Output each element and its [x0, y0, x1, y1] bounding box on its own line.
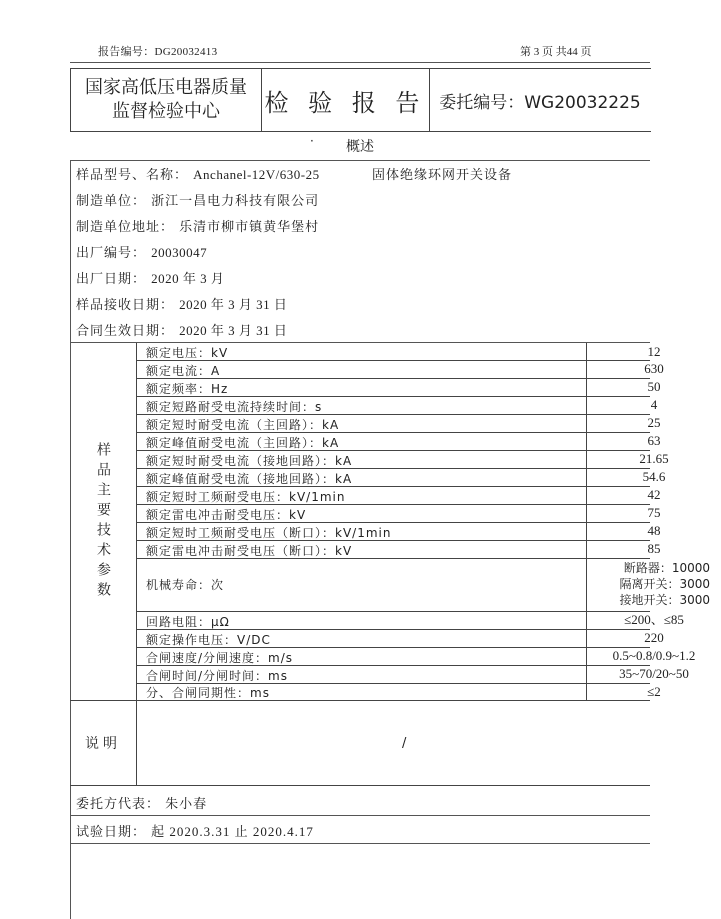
info-serial [76, 242, 207, 261]
report-header [70, 68, 651, 132]
table-row [136, 486, 661, 505]
client-representative [76, 793, 207, 812]
table-row [136, 378, 661, 397]
param-value: 0.5~0.8/0.9~1.2 [586, 647, 721, 665]
info-label: 出厂编号： [76, 246, 147, 261]
info-value: 浙江一昌电力科技有限公司 [151, 194, 320, 209]
param-value: ≤2 [586, 683, 721, 700]
info-receipt-date [76, 294, 287, 313]
params-side-label: 样品主要技术参数 [70, 343, 137, 701]
param-value: 25 [586, 414, 721, 432]
info-label: 样品接收日期： [76, 298, 175, 313]
param-label: 额定短时耐受电流（接地回路）：kA [146, 454, 353, 468]
param-label: 额定短路耐受电流持续时间：s [146, 400, 323, 414]
param-label: 额定操作电压：V/DC [146, 633, 271, 647]
param-value: 21.65 [586, 450, 721, 468]
section-title: 概述 [346, 139, 374, 155]
section-mark: · [310, 134, 314, 148]
section-title-bar [70, 132, 650, 161]
org-line-1: 国家高低压电器质量 [85, 77, 247, 98]
table-row [136, 504, 661, 523]
test-date-value: 起 2020.3.31 止 2020.4.17 [151, 824, 314, 839]
param-value-line: 断路器：10000 [623, 561, 710, 575]
info-value: Anchanel-12V/630-25 [193, 167, 320, 182]
info-value: 20030047 [151, 245, 208, 260]
param-label: 分、合闸同期性：ms [146, 686, 270, 700]
bottom-rule [70, 843, 650, 844]
page-info: 第 3 页 共44 页 [520, 46, 592, 58]
param-value: 12 [586, 343, 721, 360]
param-value: 630 [586, 360, 721, 378]
footer-rule [70, 815, 650, 816]
param-label: 额定短时工频耐受电压（断口）：kV/1min [146, 526, 392, 540]
param-label: 额定短时耐受电流（主回路）：kA [146, 418, 340, 432]
info-value: 2020 年 3 月 [151, 271, 225, 286]
issuing-organization [71, 69, 262, 131]
param-label: 额定电流：A [146, 364, 221, 378]
table-row [136, 343, 661, 361]
param-label: 额定雷电冲击耐受电压：kV [146, 508, 307, 522]
table-row [136, 683, 661, 701]
notes-value: / [402, 736, 407, 751]
info-value: 2020 年 3 月 31 日 [179, 297, 288, 312]
info-value: 2020 年 3 月 31 日 [179, 323, 288, 338]
info-label: 合同生效日期： [76, 324, 175, 339]
notes-section [70, 700, 650, 786]
param-value-line: 接地开关：3000 [619, 593, 710, 607]
info-manufacturer [76, 190, 319, 209]
info-address [76, 216, 319, 235]
table-row [136, 611, 684, 630]
param-label: 机械寿命：次 [146, 578, 225, 592]
info-production-date [76, 268, 224, 287]
table-row [136, 522, 661, 541]
entrust-number: 委托编号：WG20032225 [439, 92, 641, 113]
param-value: 42 [586, 486, 721, 504]
param-value-list [586, 558, 720, 611]
param-value: 4 [586, 396, 721, 414]
top-rule [70, 62, 650, 63]
table-row-mechanical-life [136, 558, 710, 612]
info-label: 制造单位： [76, 194, 147, 209]
table-row [136, 432, 661, 451]
table-row [136, 647, 696, 666]
info-label: 制造单位地址： [76, 220, 175, 235]
report-number: 报告编号：DG20032413 [98, 46, 218, 58]
param-label: 额定雷电冲击耐受电压（断口）：kV [146, 544, 353, 558]
param-label: 合闸速度/分闸速度：m/s [146, 651, 294, 665]
param-value: 35~70/20~50 [586, 665, 721, 683]
param-label: 回路电阻：μΩ [146, 615, 230, 629]
param-value: 63 [586, 432, 721, 450]
table-row [136, 414, 661, 433]
org-line-2: 监督检验中心 [112, 101, 220, 122]
info-label: 样品型号、名称： [76, 168, 189, 183]
table-row [136, 396, 658, 415]
client-value: 朱小春 [165, 797, 208, 812]
param-label: 额定电压：kV [146, 346, 229, 360]
param-value: 85 [586, 540, 721, 558]
param-label: 额定峰值耐受电流（主回路）：kA [146, 436, 340, 450]
info-value: 乐清市柳市镇黄华堡村 [179, 220, 320, 235]
table-row [136, 665, 689, 684]
param-value: 48 [586, 522, 721, 540]
table-row [136, 450, 669, 469]
notes-label: 说明 [70, 700, 137, 785]
info-model [76, 164, 320, 183]
param-label: 额定峰值耐受电流（接地回路）：kA [146, 472, 353, 486]
info-contract-date [76, 320, 287, 339]
param-value: ≤200、≤85 [586, 611, 721, 629]
param-label: 合闸时间/分闸时间：ms [146, 669, 288, 683]
param-value: 220 [586, 629, 721, 647]
table-row [136, 629, 664, 648]
table-row [136, 360, 664, 379]
param-label: 额定短时工频耐受电压：kV/1min [146, 490, 346, 504]
param-value-line: 隔离开关：3000 [619, 577, 710, 591]
document-title: 检 验 报 告 [261, 69, 430, 131]
param-value: 54.6 [586, 468, 721, 486]
table-row [136, 468, 666, 487]
table-row [136, 540, 661, 559]
info-model-name: 固体绝缘环网开关设备 [372, 168, 513, 183]
param-value: 75 [586, 504, 721, 522]
info-label: 出厂日期： [76, 272, 147, 287]
client-label: 委托方代表： [76, 797, 161, 812]
param-label: 额定频率：Hz [146, 382, 229, 396]
param-value: 50 [586, 378, 721, 396]
test-date [76, 821, 314, 840]
test-date-label: 试验日期： [76, 825, 147, 840]
